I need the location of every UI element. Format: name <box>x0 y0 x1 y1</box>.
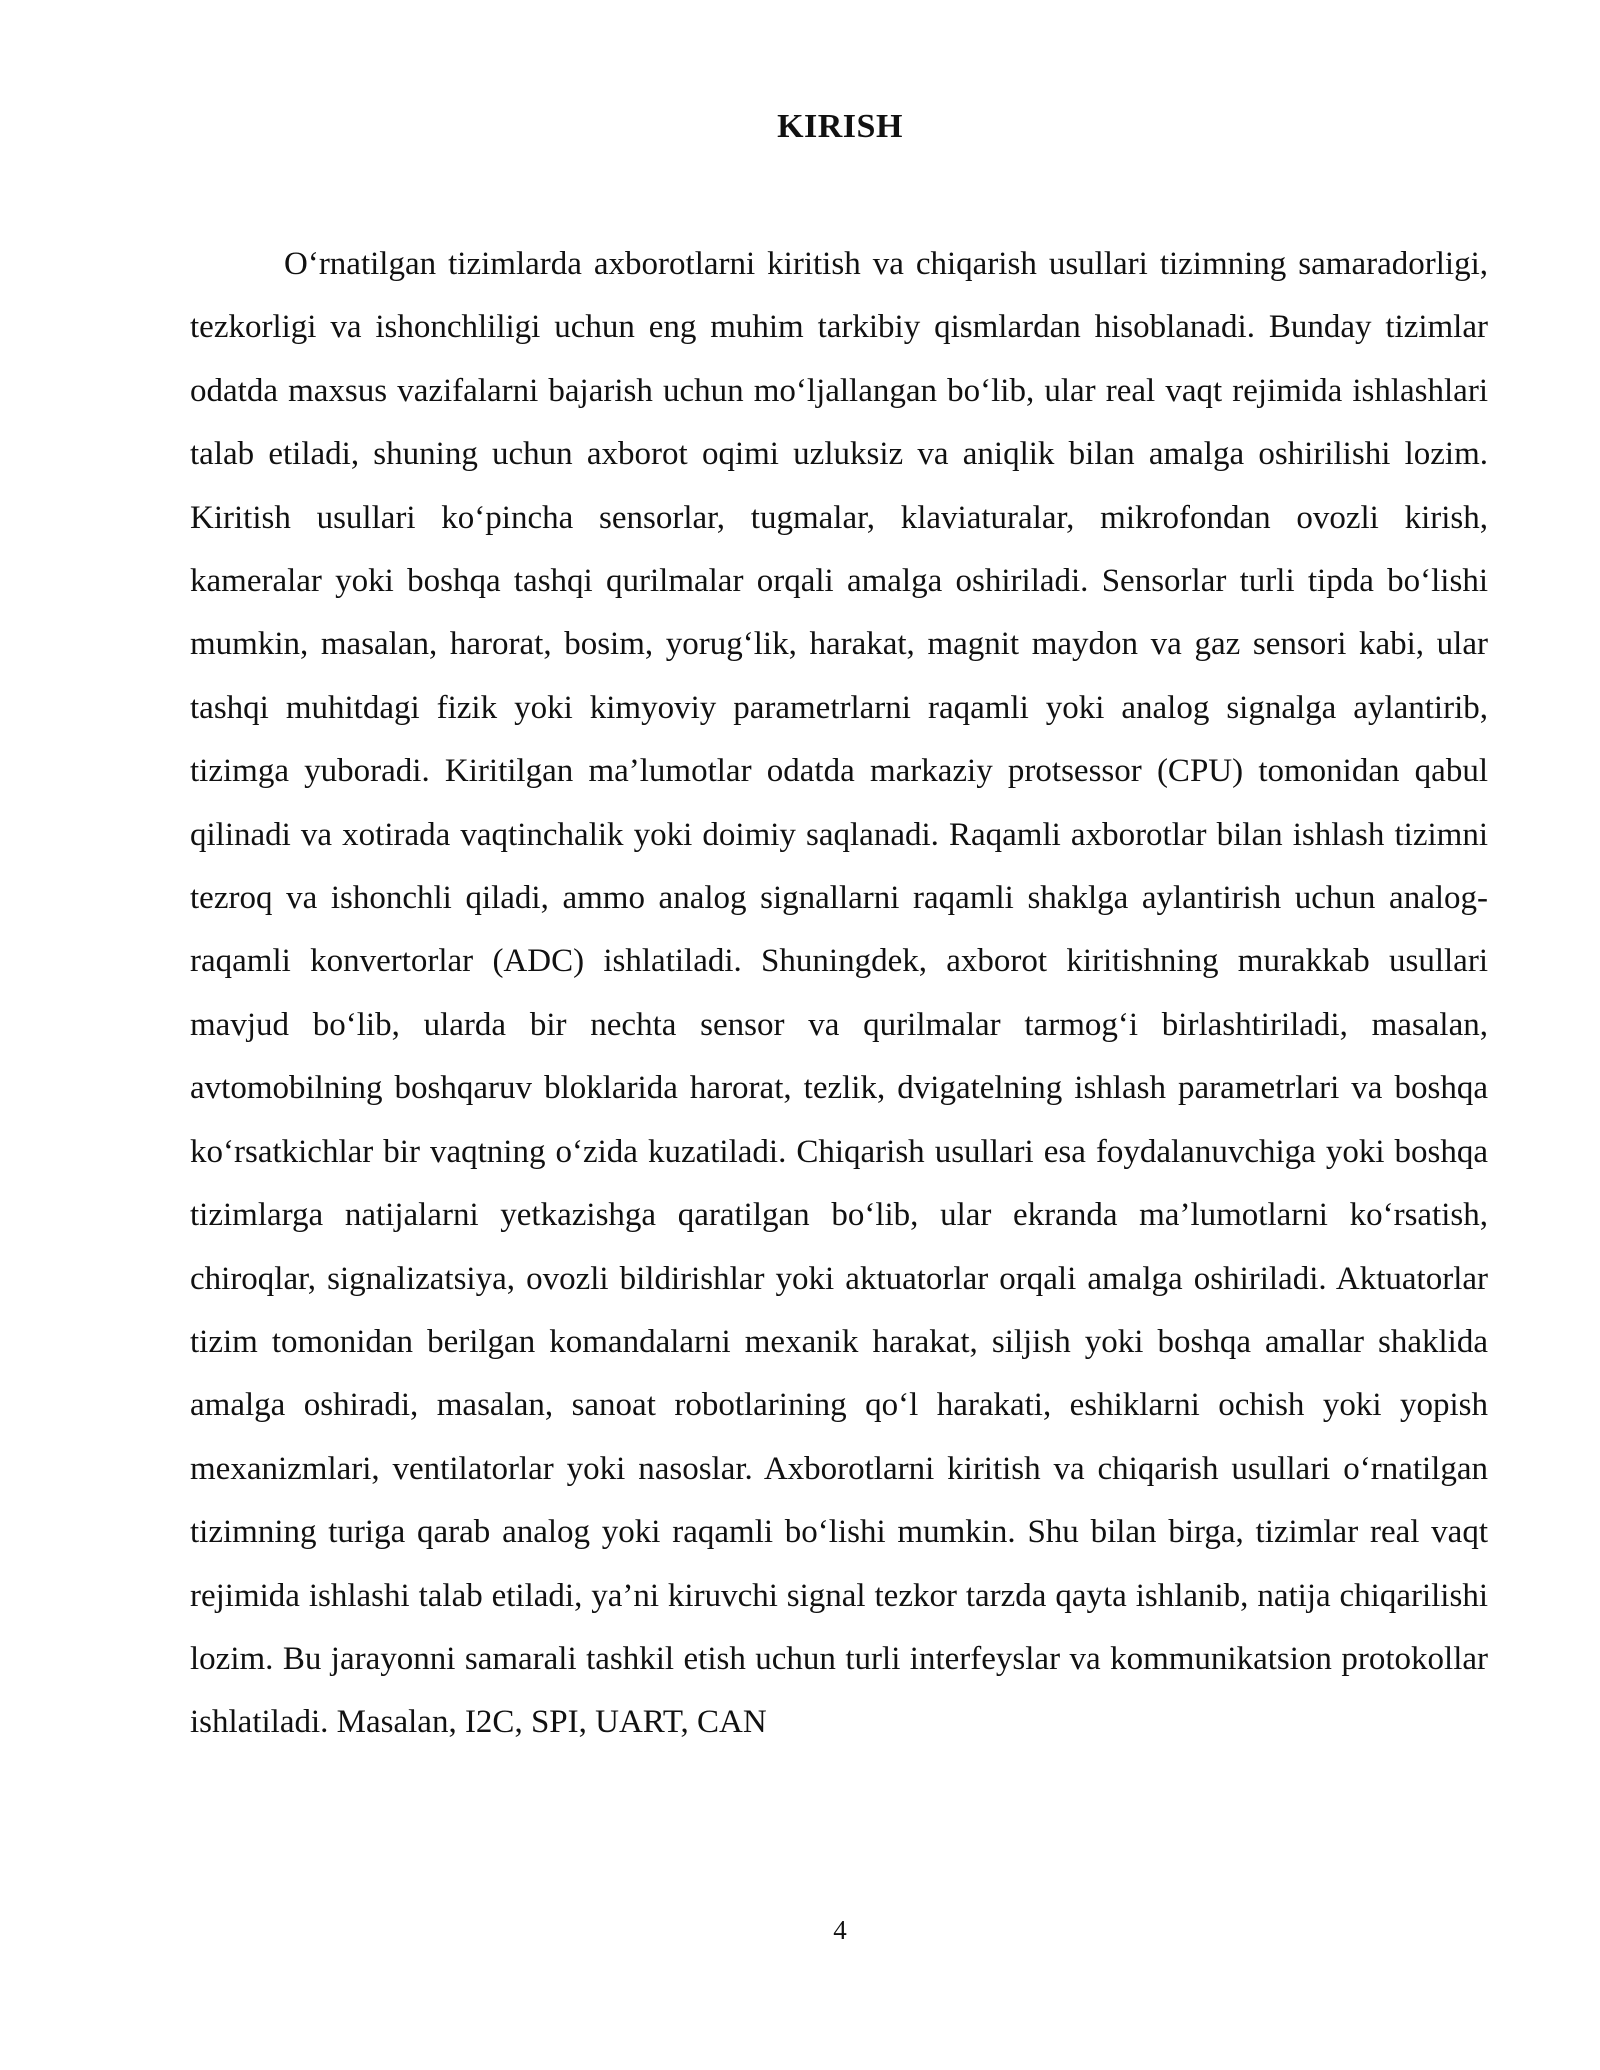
body-paragraph: O‘rnatilgan tizimlarda axborotlarni kiritish va chiqarish usullari tizimning samaradorligi, tezkorligi va ishonchliligi uchun eng muhim tarkibiy qismlardan hisoblanadi. Bunday tizimlar odatda maxsus vazifalarni bajarish uchun mo‘ljallangan bo‘lib, ular real vaqt rejimida ishlashlari talab etiladi, shuning uchun axborot oqimi uzluksiz va aniqlik bilan amalga oshirilishi lozim. Kiritish usullari ko‘pincha sensorlar, tugmalar, klaviaturalar, mikrofondan ovozli kirish, kameralar yoki boshqa tashqi qurilmalar orqali amalga oshiriladi. Sensorlar turli tipda bo‘lishi mumkin, masalan, harorat, bosim, yorug‘lik, harakat, magnit maydon va gaz sensori kabi, ular tashqi muhitdagi fizik yoki kimyoviy parametrlarni raqamli yoki analog signalga aylantirib, tizimga yuboradi. Kiritilgan ma’lumotlar odatda markaziy protsessor (CPU) tomonidan qabul qilinadi va xotirada vaqtinchalik yoki doimiy saqlanadi. Raqamli axborotlar bilan ishlash tizimni tezroq va ishonchli qiladi, ammo analog signallarni raqamli shaklga aylantirish uchun analog-raqamli konvertorlar (ADC) ishlatiladi. Shuningdek, axborot kiritishning murakkab usullari mavjud bo‘lib, ularda bir nechta sensor va qurilmalar tarmog‘i birlashtiriladi, masalan, avtomobilning boshqaruv bloklarida harorat, tezlik, dvigatelning ishlash parametrlari va boshqa ko‘rsatkichlar bir vaqtning o‘zida kuzatiladi. Chiqarish usullari esa foydalanuvchiga yoki boshqa tizimlarga natijalarni yetkazishga qaratilgan bo‘lib, ular ekranda ma’lumotlarni ko‘rsatish, chiroqlar, signalizatsiya, ovozli bildirishlar yoki aktuatorlar orqali amalga oshiriladi. Aktuatorlar tizim tomonidan berilgan komandalarni mexanik harakat, siljish yoki boshqa amallar shaklida amalga oshiradi, masalan, sanoat robotlarining qo‘l harakati, eshiklarni ochish yoki yopish mexanizmlari, ventilatorlar yoki nasoslar. Axborotlarni kiritish va chiqarish usullari o‘rnatilgan tizimning turiga qarab analog yoki raqamli bo‘lishi mumkin. Shu bilan birga, tizimlar real vaqt rejimida ishlashi talab etiladi, ya’ni kiruvchi signal tezkor tarzda qayta ishlanib, natija chiqarilishi lozim. Bu jarayonni samarali tashkil etish uchun turli interfeyslar va kommunikatsion protokollar ishlatiladi. Masalan, I2C, SPI, UART, CAN <box>190 246 1488 1741</box>
page-title: KIRISH <box>777 108 903 145</box>
page-number: 4 <box>833 1915 847 1945</box>
